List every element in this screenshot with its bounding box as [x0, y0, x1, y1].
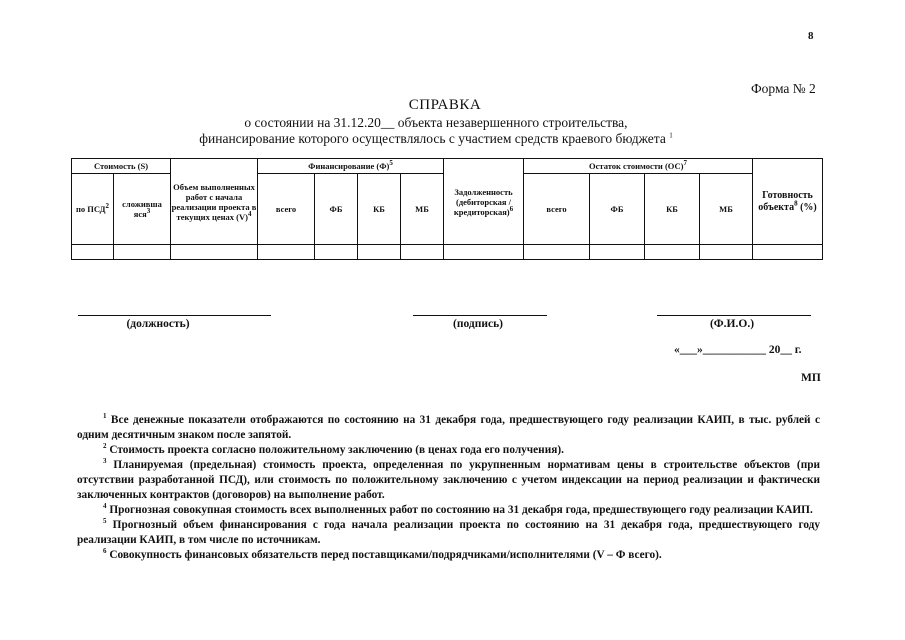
- header-cost-actual-sup: 3: [146, 207, 151, 216]
- table-cell[interactable]: [645, 245, 700, 260]
- table-cell[interactable]: [171, 245, 258, 260]
- footnote-3-text: Планируемая (предельная) стоимость проекта, определенная по укрупненным нормативам цены в строительстве объектов (при отсутствии разработанной ПСД), или стоимость по положительному заключению с учетом индексации на период реализации и фактически заключенных контрактов (договоров) на выполнение работ.: [77, 459, 820, 501]
- page-number: 8: [808, 30, 814, 42]
- name-label: (Ф.И.О.): [709, 318, 755, 330]
- stamp-placeholder: МП: [801, 372, 821, 384]
- footnotes: [77, 413, 820, 563]
- header-bal-mb: МБ: [700, 174, 753, 245]
- table-cell[interactable]: [258, 245, 315, 260]
- footnote-1-text: Все денежные показатели отображаются по состоянию на 31 декабря года, предшествующего году реализации КАИП, в тыс. рублей с одним десятичным знаком после запятой.: [77, 414, 820, 441]
- date-line: «___»___________ 20__ г.: [674, 344, 802, 356]
- footnote-4: [77, 503, 820, 518]
- header-balance-text: Остаток стоимости (ОС): [589, 161, 684, 171]
- header-bal-kb: КБ: [645, 174, 700, 245]
- subtitle-line-1: о состоянии на 31.12.20__ объекта незавершенного строительства,: [244, 115, 628, 130]
- header-bal-total: всего: [524, 174, 590, 245]
- footnote-3: [77, 458, 820, 503]
- document-title: СПРАВКА: [408, 97, 482, 113]
- footnote-5-num: 5: [103, 517, 107, 526]
- header-bal-fb: ФБ: [590, 174, 645, 245]
- footnote-5: [77, 518, 820, 548]
- footnote-2-text: Стоимость проекта согласно положительному заключению (в ценах года его получения).: [109, 444, 564, 456]
- header-volume-sup: 4: [247, 209, 252, 218]
- subtitle-line-2-text: финансирование которого осуществлялось с участием средств краевого бюджета: [199, 131, 666, 146]
- table-cell[interactable]: [590, 245, 645, 260]
- table-cell[interactable]: [753, 245, 823, 260]
- table-cell[interactable]: [315, 245, 358, 260]
- header-financing-sup: 5: [389, 159, 393, 168]
- header-readiness-text: Готовность объекта: [758, 189, 813, 213]
- table-cell[interactable]: [444, 245, 524, 260]
- header-readiness-unit: (%): [800, 201, 817, 213]
- report-table: [71, 158, 823, 260]
- table-cell[interactable]: [358, 245, 401, 260]
- footnote-6: [77, 548, 820, 563]
- footnote-6-text: Совокупность финансовых обязательств перед поставщиками/подрядчиками/исполнителями (V – Ф всего).: [109, 549, 662, 561]
- footnote-1: [77, 413, 820, 443]
- header-financing: [258, 159, 444, 174]
- table-cell[interactable]: [524, 245, 590, 260]
- header-readiness: [753, 159, 823, 245]
- header-debt-sup: 6: [509, 204, 514, 213]
- header-fin-fb: ФБ: [315, 174, 358, 245]
- header-fin-kb: КБ: [358, 174, 401, 245]
- header-cost-actual: [114, 174, 171, 245]
- footnote-2: [77, 443, 820, 458]
- header-cost-psd-text: по ПСД: [76, 204, 106, 214]
- header-cost-psd: [72, 174, 114, 245]
- header-debt: [444, 159, 524, 245]
- position-line[interactable]: [78, 315, 271, 316]
- subtitle-footnote-ref: 1: [669, 131, 673, 140]
- header-balance: [524, 159, 753, 174]
- header-fin-total: всего: [258, 174, 315, 245]
- form-label: Форма № 2: [751, 81, 816, 96]
- table-cell[interactable]: [700, 245, 753, 260]
- footnote-3-num: 3: [103, 457, 107, 466]
- header-volume: [171, 159, 258, 245]
- header-fin-mb: МБ: [401, 174, 444, 245]
- footnote-2-num: 2: [103, 442, 107, 451]
- header-volume-text: Объем выполненных работ с начала реализации проекта в текущих ценах (V): [171, 181, 257, 222]
- signature-line[interactable]: [413, 315, 547, 316]
- header-cost-psd-sup: 2: [105, 202, 109, 211]
- table-cell[interactable]: [401, 245, 444, 260]
- header-readiness-sup: 8: [794, 199, 798, 208]
- signature-label: (подпись): [453, 318, 503, 330]
- header-financing-text: Финансирование (Ф): [308, 161, 390, 171]
- header-cost: Стоимость (S): [72, 159, 171, 174]
- table-cell[interactable]: [72, 245, 114, 260]
- footnote-4-text: Прогнозная совокупная стоимость всех выполненных работ по состоянию на 31 декабря года, предшествующего году реализации КАИП.: [109, 504, 813, 516]
- footnote-6-num: 6: [103, 547, 107, 556]
- table-cell[interactable]: [114, 245, 171, 260]
- header-balance-sup: 7: [683, 159, 687, 168]
- position-label: (должность): [126, 318, 190, 330]
- footnote-5-text: Прогнозный объем финансирования с года начала реализации проекта по состоянию на 31 декабря года, предшествующего году реализации КАИП, в том числе по источникам.: [77, 519, 820, 546]
- name-line[interactable]: [657, 315, 811, 316]
- footnote-1-num: 1: [103, 412, 107, 421]
- header-cost-actual-text: сложивша яся: [122, 199, 162, 219]
- table-row: [72, 245, 823, 260]
- subtitle-line-2: [0, 131, 872, 147]
- header-debt-text: Задолженность (дебиторская / кредиторская): [453, 186, 513, 217]
- footnote-4-num: 4: [103, 502, 107, 511]
